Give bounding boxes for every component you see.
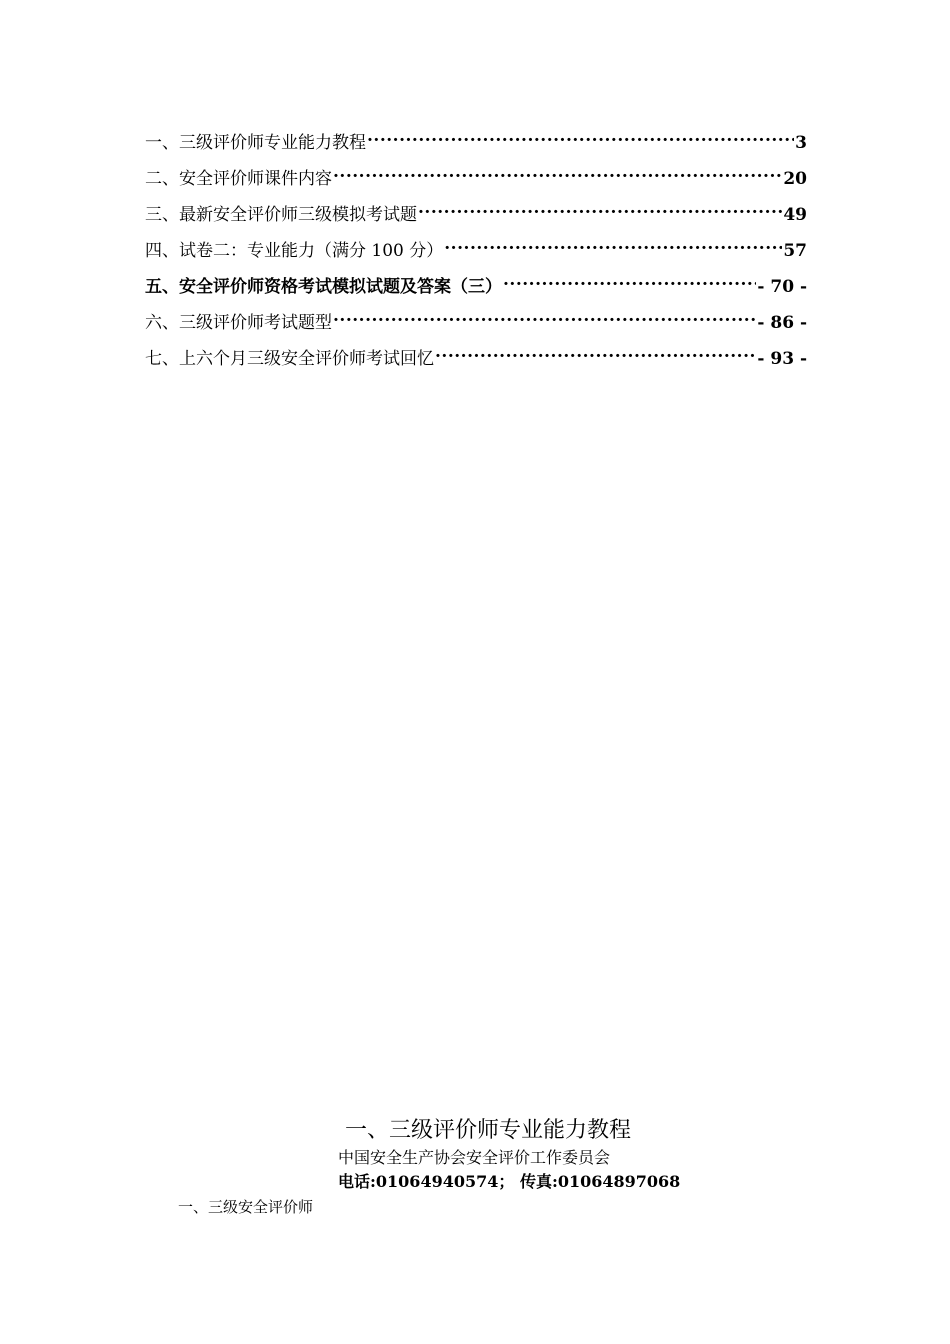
contact-info: 电话:01064940574； 传真:01064897068 [338, 1172, 681, 1191]
toc-entry-title: 六、三级评价师考试题型 [145, 313, 332, 333]
toc-entry-7[interactable] [145, 340, 807, 376]
toc-entry-page: 3 [795, 133, 807, 153]
toc-entry-page: 20 [783, 169, 807, 189]
section-title: 一、三级评价师专业能力教程 [344, 1118, 631, 1143]
toc-dot-leader [435, 340, 756, 364]
toc-entry-2[interactable] [145, 160, 807, 196]
toc-entry-title: 一、三级评价师专业能力教程 [145, 133, 366, 153]
toc-dot-leader [418, 196, 782, 220]
toc-entry-page: - 70 - [757, 277, 807, 297]
toc-dot-leader [444, 232, 782, 256]
toc-dot-leader [333, 304, 756, 328]
toc-dot-leader [367, 124, 794, 148]
toc-entry-title: 二、安全评价师课件内容 [145, 169, 332, 189]
toc-entry-5[interactable] [145, 268, 807, 304]
toc-entry-page: 49 [783, 205, 807, 225]
organization-name: 中国安全生产协会安全评价工作委员会 [338, 1148, 611, 1167]
section-subheading: 一、三级安全评价师 [178, 1198, 314, 1216]
table-of-contents [145, 124, 807, 376]
toc-entry-3[interactable] [145, 196, 807, 232]
toc-entry-title: 四、试卷二：专业能力（满分 100 分） [145, 241, 444, 261]
toc-entry-page: - 86 - [757, 313, 807, 333]
toc-entry-6[interactable] [145, 304, 807, 340]
toc-entry-title: 三、最新安全评价师三级模拟考试题 [145, 205, 417, 225]
toc-entry-page: - 93 - [757, 349, 807, 369]
toc-entry-title: 七、上六个月三级安全评价师考试回忆 [145, 349, 434, 369]
toc-entry-page: 57 [783, 241, 807, 261]
toc-entry-4[interactable] [145, 232, 807, 268]
toc-dot-leader [333, 160, 782, 184]
toc-dot-leader [503, 268, 756, 292]
toc-entry-1[interactable] [145, 124, 807, 160]
toc-entry-title: 五、安全评价师资格考试模拟试题及答案（三） [145, 277, 502, 297]
